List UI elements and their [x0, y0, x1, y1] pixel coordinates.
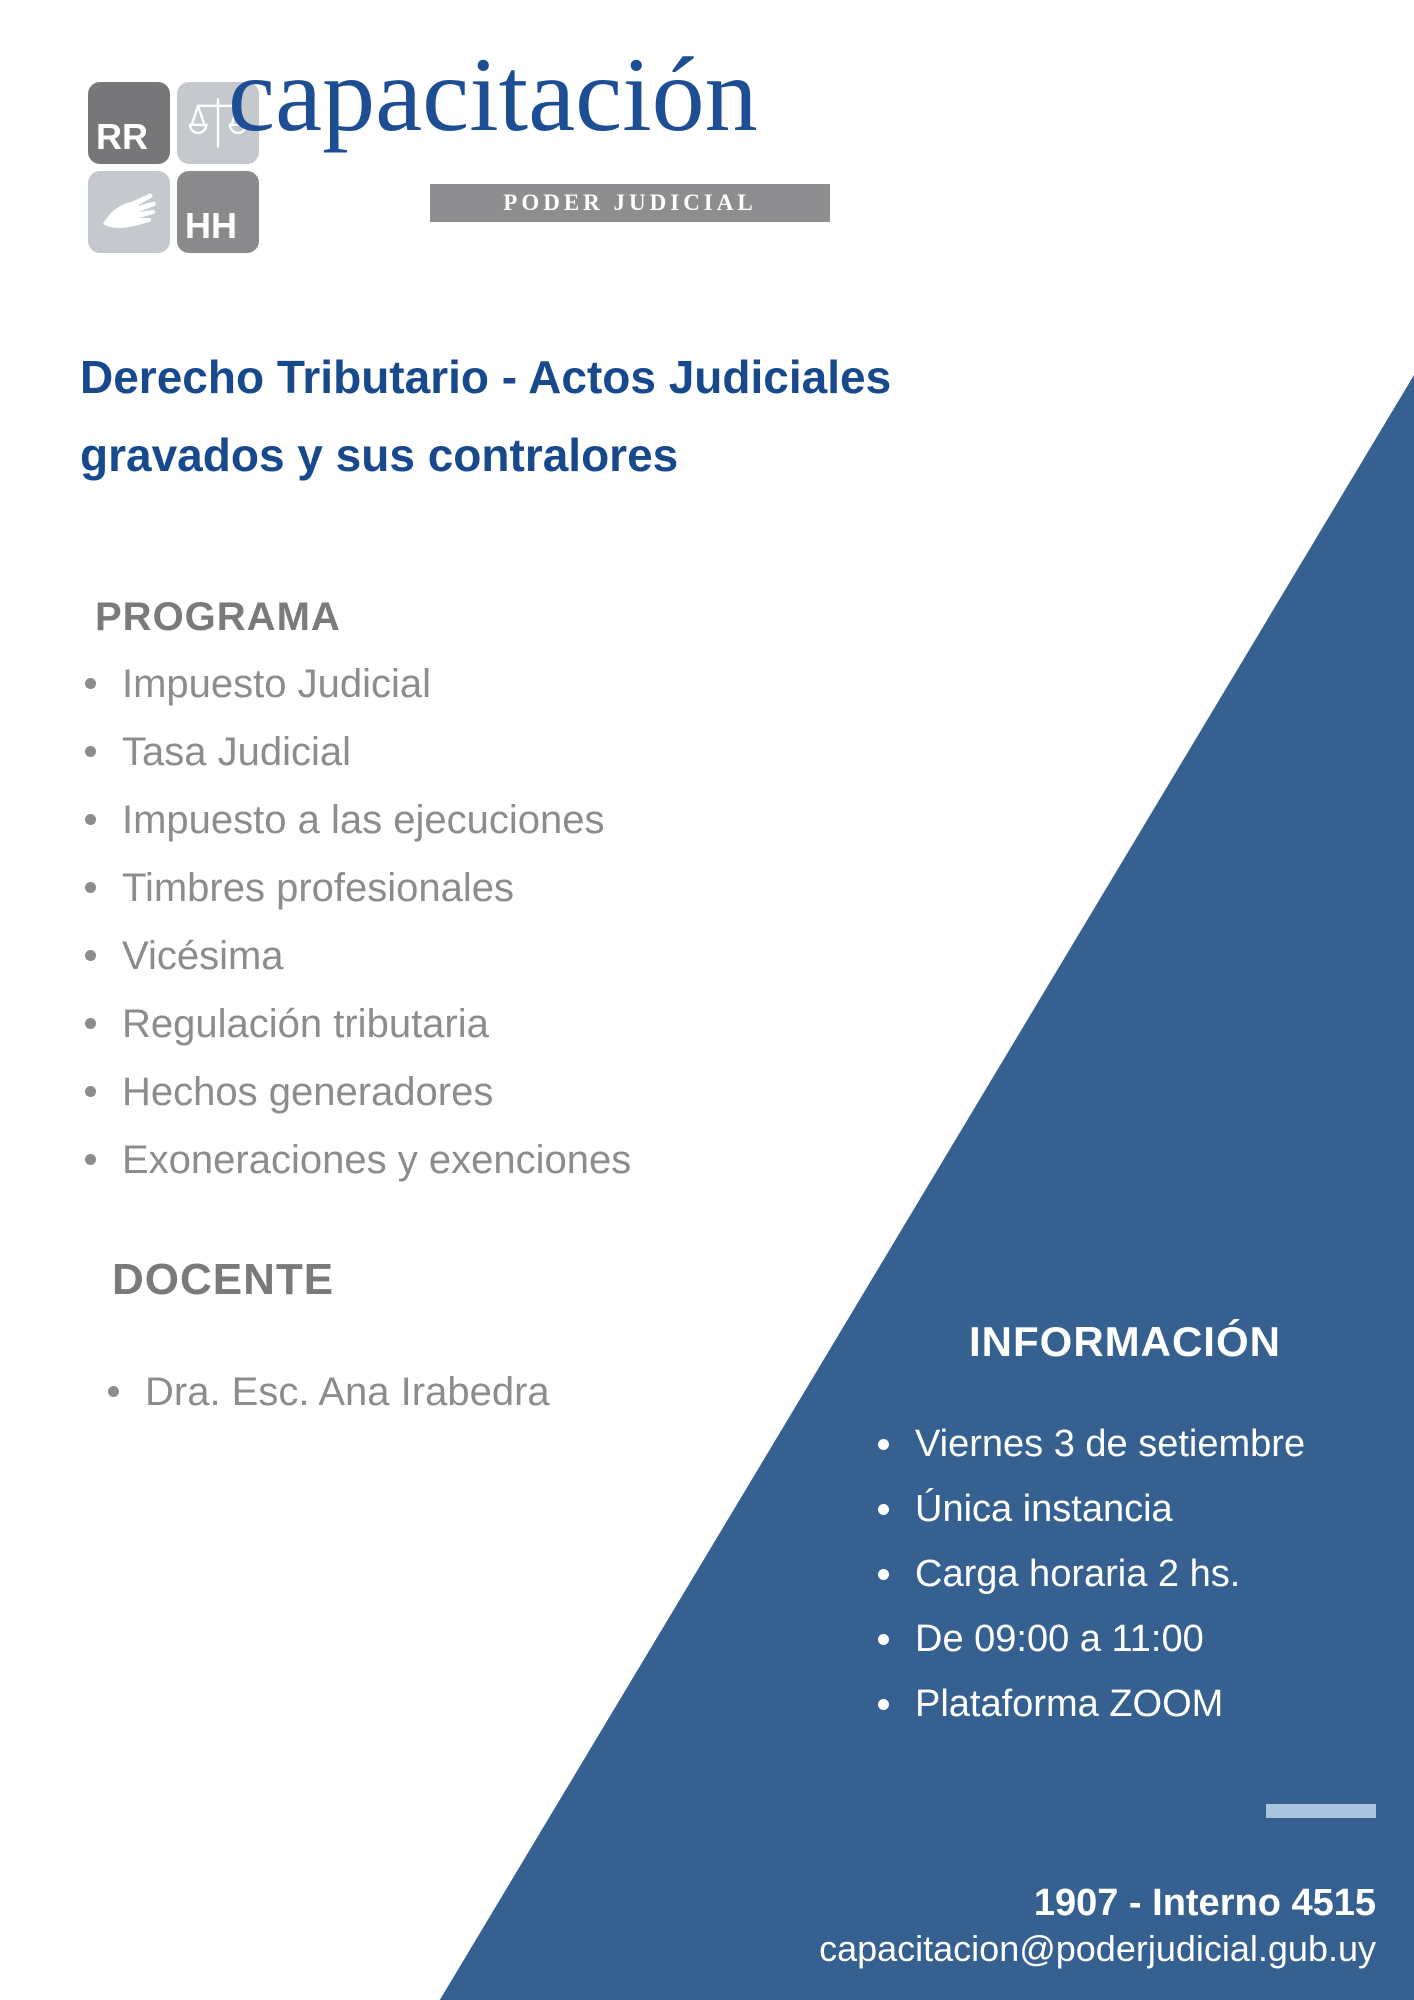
poder-judicial-ribbon: PODER JUDICIAL: [430, 184, 830, 222]
programa-item-label: Impuesto a las ejecuciones: [122, 798, 605, 842]
capacitacion-wordmark: capacitación: [228, 36, 758, 153]
bullet-icon: [85, 814, 96, 825]
docente-list: [108, 1368, 550, 1416]
programa-item-label: Exoneraciones y exenciones: [122, 1138, 632, 1182]
programa-list-item: [85, 854, 631, 922]
programa-item-label: Impuesto Judicial: [122, 662, 432, 706]
bullet-icon: [108, 1386, 119, 1397]
bullet-icon: [85, 1086, 96, 1097]
footer-phone: 1907 - Interno 4515: [1033, 1882, 1376, 1924]
informacion-heading: INFORMACIÓN: [969, 1318, 1281, 1365]
informacion-list: [878, 1412, 1305, 1737]
informacion-list-item: [878, 1477, 1305, 1542]
bullet-icon: [878, 1634, 889, 1645]
bullet-icon: [878, 1569, 889, 1580]
programa-list-item: [85, 718, 631, 786]
programa-item-label: Tasa Judicial: [122, 730, 352, 774]
programa-item-label: Vicésima: [122, 934, 284, 978]
informacion-list-item: [878, 1672, 1305, 1737]
logo-square-rr: [88, 82, 170, 164]
programa-list-item: [85, 922, 631, 990]
logo-square-hh: [177, 171, 259, 253]
programa-list-item: [85, 990, 631, 1058]
programa-item-label: Regulación tributaria: [122, 1002, 489, 1046]
informacion-item-label: De 09:00 a 11:00: [915, 1618, 1204, 1660]
bullet-icon: [878, 1699, 889, 1710]
programa-list-item: [85, 1058, 631, 1126]
informacion-item-label: Viernes 3 de setiembre: [915, 1423, 1306, 1465]
programa-heading: PROGRAMA: [95, 595, 341, 639]
logo-square-hand: [88, 171, 170, 253]
informacion-list-item: [878, 1542, 1305, 1607]
programa-item-label: Timbres profesionales: [122, 866, 515, 910]
course-title: Derecho Tributario - Actos Judiciales gravados y sus contralores: [80, 351, 892, 482]
accent-bar: [1266, 1804, 1376, 1818]
bullet-icon: [878, 1504, 889, 1515]
footer-contact: [819, 1880, 1376, 1972]
footer-email: capacitacion@poderjudicial.gub.uy: [819, 1928, 1376, 1969]
rr-label: RR: [96, 116, 148, 157]
docente-item-label: Dra. Esc. Ana Irabedra: [145, 1370, 550, 1414]
bullet-icon: [85, 1154, 96, 1165]
informacion-item-label: Única instancia: [915, 1488, 1173, 1530]
bullet-icon: [85, 950, 96, 961]
programa-list-item: [85, 786, 631, 854]
docente-list-item: [108, 1368, 550, 1416]
bullet-icon: [85, 678, 96, 689]
informacion-item-label: Plataforma ZOOM: [915, 1683, 1224, 1725]
informacion-list-item: [878, 1607, 1305, 1672]
hand-icon: [97, 180, 161, 244]
bullet-icon: [878, 1439, 889, 1450]
hh-label: HH: [185, 205, 237, 246]
bullet-icon: [85, 882, 96, 893]
programa-list-item: [85, 1126, 631, 1194]
programa-list-item: [85, 650, 631, 718]
informacion-list-item: [878, 1412, 1305, 1477]
bullet-icon: [85, 746, 96, 757]
programa-item-label: Hechos generadores: [122, 1070, 494, 1114]
programa-list: [85, 650, 631, 1194]
informacion-item-label: Carga horaria 2 hs.: [915, 1553, 1241, 1595]
bullet-icon: [85, 1018, 96, 1029]
docente-heading: DOCENTE: [112, 1255, 335, 1304]
